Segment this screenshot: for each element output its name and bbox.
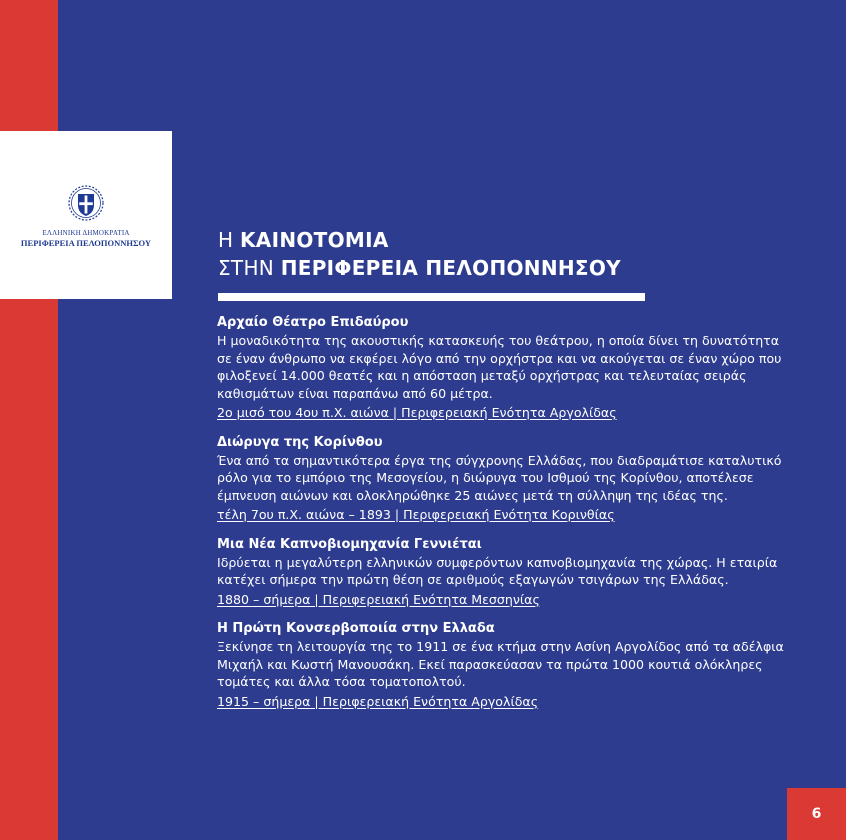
entry-title: Η Πρώτη Κονσερβοποιία στην Ελλαδα	[217, 621, 495, 636]
entry-meta-link[interactable]: 2ο μισό του 4ου π.Χ. αιώνα | Περιφερειακή Ενότητα Αργολίδας	[217, 405, 617, 420]
title-line-1	[218, 226, 778, 254]
greek-coat-of-arms-icon	[66, 183, 106, 223]
entry-body: Ένα από τα σημαντικότερα έργα της σύγχρονης Ελλάδας, που διαδραμάτισε καταλυτικό ρόλο για το εμπόριο της Μεσογείου, η διώρυγα του Ισθμού της Κορίνθου, αποτέλεσε έμπνευση αιώνων και ολοκληρώθηκε 25 αιώνες μετά τη σύλληψη της ιδέας της.	[217, 452, 782, 503]
left-red-strip	[0, 0, 58, 840]
title-line-2-light: ΣΤΗΝ	[218, 256, 281, 280]
logo-text-country: ΕΛΛΗΝΙΚΗ ΔΗΜΟΚΡΑΤΙΑ	[42, 229, 130, 237]
entry-title: Διώρυγα της Κορίνθου	[217, 434, 383, 450]
title-line-2-bold: ΠΕΡΙΦΕΡΕΙΑ ΠΕΛΟΠΟΝΝΗΣΟΥ	[280, 256, 621, 280]
entry-meta-link[interactable]: τέλη 7ου π.Χ. αιώνα – 1893 | Περιφερειακή Ενότητα Κορινθίας	[217, 507, 615, 522]
entry-title: Αρχαίο Θέατρο Επιδαύρου	[217, 315, 409, 330]
logo-text-region: ΠΕΡΙΦΕΡΕΙΑ ΠΕΛΟΠΟΝΝΗΣΟΥ	[20, 238, 152, 248]
entry-corinth-canal	[217, 434, 791, 524]
entry-body: Ιδρύεται η μεγαλύτερη ελληνικών συμφερόντων καπνοβιομηχανία της χώρας. Η εταιρία κατέχει σήμερα την πρώτη θέση σε αριθμούς εξαγωγών τσιγάρων της Ελλάδας.	[217, 554, 778, 587]
page-number-badge	[787, 788, 846, 840]
title-underline-divider	[218, 293, 645, 301]
entry-body: Η μοναδικότητα της ακουστικής κατασκευής του θεάτρου, η οποία δίνει τη δυνατότητα σε έναν άνθρωπο να εκφέρει λόγο από την ορχήστρα και να ακούγεται σε έναν χώρο που φιλοξενεί 14.000 θεατές και η απόσταση μεταξύ ορχήστρας και τελευταίας σειράς καθισμάτων είναι παραπάνω από 60 μέτρα.	[217, 333, 782, 401]
page-title	[218, 226, 778, 282]
entry-body: Ξεκίνησε τη λειτουργία της το 1911 σε ένα κτήμα στην Ασίνη Αργολίδος από τα αδέλφια Μιχαήλ και Κωστή Μανουσάκη. Εκεί παρασκεύασαν τα πρώτα 1000 κουτιά ολόκληρες τομάτες και άλλα τόσα τοματοπολτού.	[217, 639, 784, 689]
entries-list	[217, 314, 791, 722]
entry-meta-link[interactable]: 1915 – σήμερα | Περιφερειακή Ενότητα Αργολίδας	[217, 693, 539, 709]
page-number: 6	[811, 806, 822, 822]
title-line-1-bold: ΚΑΙΝΟΤΟΜΙΑ	[240, 228, 389, 252]
entry-epidaurus-theatre	[217, 314, 791, 422]
entry-first-cannery	[217, 620, 791, 710]
title-line-2	[218, 254, 778, 282]
logo-panel	[0, 131, 172, 299]
entry-tobacco-industry	[217, 536, 791, 609]
title-line-1-light: Η	[218, 228, 240, 252]
entry-meta-link[interactable]: 1880 – σήμερα | Περιφερειακή Ενότητα Μεσσηνίας	[217, 591, 540, 607]
entry-title: Μια Νέα Καπνοβιομηχανία Γεννιέται	[217, 536, 482, 552]
